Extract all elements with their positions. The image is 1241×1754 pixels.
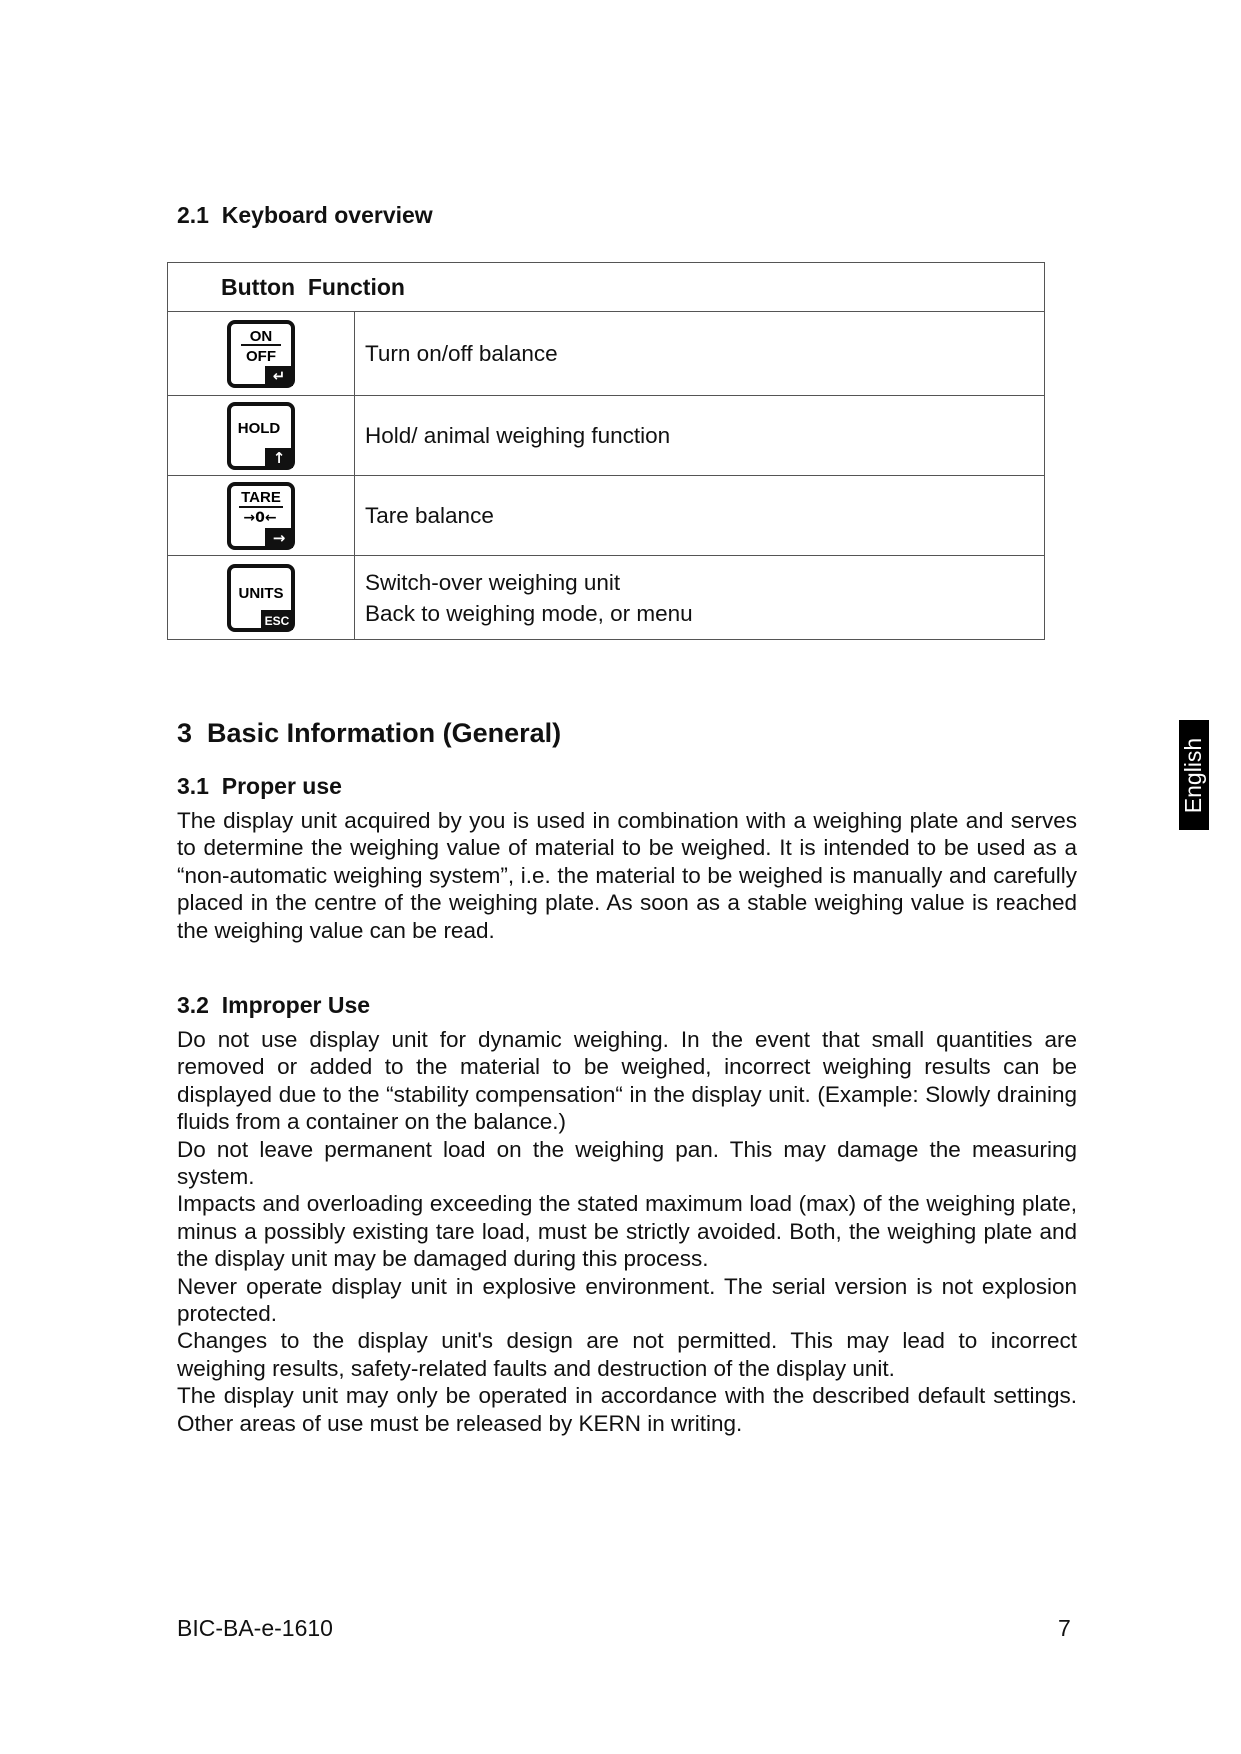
paragraph-text: The display unit acquired by you is used in combination with a weighing plate and serves to determine the weighing value of material to be weighed. It is intended to be used as a “non-automatic weighing system”, i.e. the material to be weighed is manually and carefully placed in the centre of the weighing plate. As soon as a stable weighing value is reached the weighing value can be read.: [177, 808, 1077, 943]
table-row: [168, 396, 1045, 476]
paragraph-text: Impacts and overloading exceeding the stated maximum load (max) of the weighing plate, minus a possibly existing tare load, must be strictly avoided. Both, the weighing plate and the display unit may be damaged during this process.: [177, 1191, 1077, 1272]
key-cell: [168, 312, 355, 396]
key-cell: [168, 396, 355, 476]
section-number: 2.1: [177, 202, 209, 228]
proper-use-paragraph: [177, 807, 1077, 944]
section-3-heading: [177, 718, 561, 749]
paragraph-text: Do not use display unit for dynamic weighing. In the event that small quantities are removed or added to the material to be weighed, incorrect weighing results can be displayed due to the “stability compensation“ in the display unit. (Example: Slowly draining fluids from a container on the balance.): [177, 1027, 1077, 1135]
key-label-top: UNITS: [238, 584, 284, 602]
section-title: Basic Information (General): [207, 718, 562, 748]
on-off-key-icon: [227, 320, 295, 388]
key-label-top: ON: [249, 327, 273, 345]
keyboard-overview-table: [167, 262, 1045, 640]
paragraph-text: The display unit may only be operated in accordance with the described default settings. Other areas of use must be released by KERN in writing.: [177, 1383, 1077, 1436]
section-title: Improper Use: [221, 992, 371, 1018]
key-corner-symbol: →: [272, 528, 286, 547]
key-label-top: TARE: [241, 488, 281, 506]
hold-key-icon: [227, 402, 295, 470]
key-cell: [168, 476, 355, 556]
key-label-bottom: →0←: [243, 509, 277, 526]
function-text-line-2: Back to weighing mode, or menu: [365, 600, 693, 626]
table-header-row: [168, 263, 1045, 312]
section-title: Keyboard overview: [221, 202, 433, 228]
key-label-bottom: OFF: [246, 347, 276, 365]
key-corner-symbol: ↵: [272, 366, 286, 385]
section-number: 3.2: [177, 992, 209, 1018]
tare-key-icon: [227, 482, 295, 550]
key-label-top: HOLD: [237, 419, 281, 437]
table-row: [168, 476, 1045, 556]
paragraph-text: Never operate display unit in explosive environment. The serial version is not explosion protected.: [177, 1273, 1077, 1327]
function-text: Turn on/off balance: [365, 341, 558, 366]
table-header: Button Function: [168, 263, 1045, 312]
function-text-line-1: Switch-over weighing unit: [365, 569, 621, 595]
footer-page-number: 7: [1058, 1615, 1071, 1641]
function-cell: [355, 556, 1045, 640]
paragraph-text: Changes to the display unit's design are not permitted. This may lead to incorrect weighing results, safety-related faults and destruction of the display unit.: [177, 1328, 1077, 1381]
section-3-2-heading: [177, 992, 370, 1019]
section-number: 3.1: [177, 773, 209, 799]
function-cell: [355, 476, 1045, 556]
section-2-1-heading: [177, 202, 433, 229]
function-text: Hold/ animal weighing function: [365, 423, 671, 448]
units-key-icon: [227, 564, 295, 632]
key-cell: [168, 556, 355, 640]
footer-doc-id: BIC-BA-e-1610: [177, 1615, 333, 1641]
section-3-1-heading: [177, 773, 342, 800]
key-corner-symbol: ↑: [272, 448, 286, 467]
table-row: [168, 312, 1045, 396]
function-text: Tare balance: [365, 503, 494, 528]
section-title: Proper use: [221, 773, 342, 799]
paragraph-text: Do not leave permanent load on the weighing pan. This may damage the measuring system.: [177, 1136, 1077, 1190]
language-side-tab: [1179, 720, 1209, 830]
table-row: [168, 556, 1045, 640]
section-number: 3: [177, 718, 193, 748]
language-label: English: [1180, 737, 1207, 813]
function-cell: [355, 396, 1045, 476]
improper-use-text: [177, 1026, 1077, 1437]
key-corner-symbol: ESC: [264, 613, 290, 628]
function-cell: [355, 312, 1045, 396]
